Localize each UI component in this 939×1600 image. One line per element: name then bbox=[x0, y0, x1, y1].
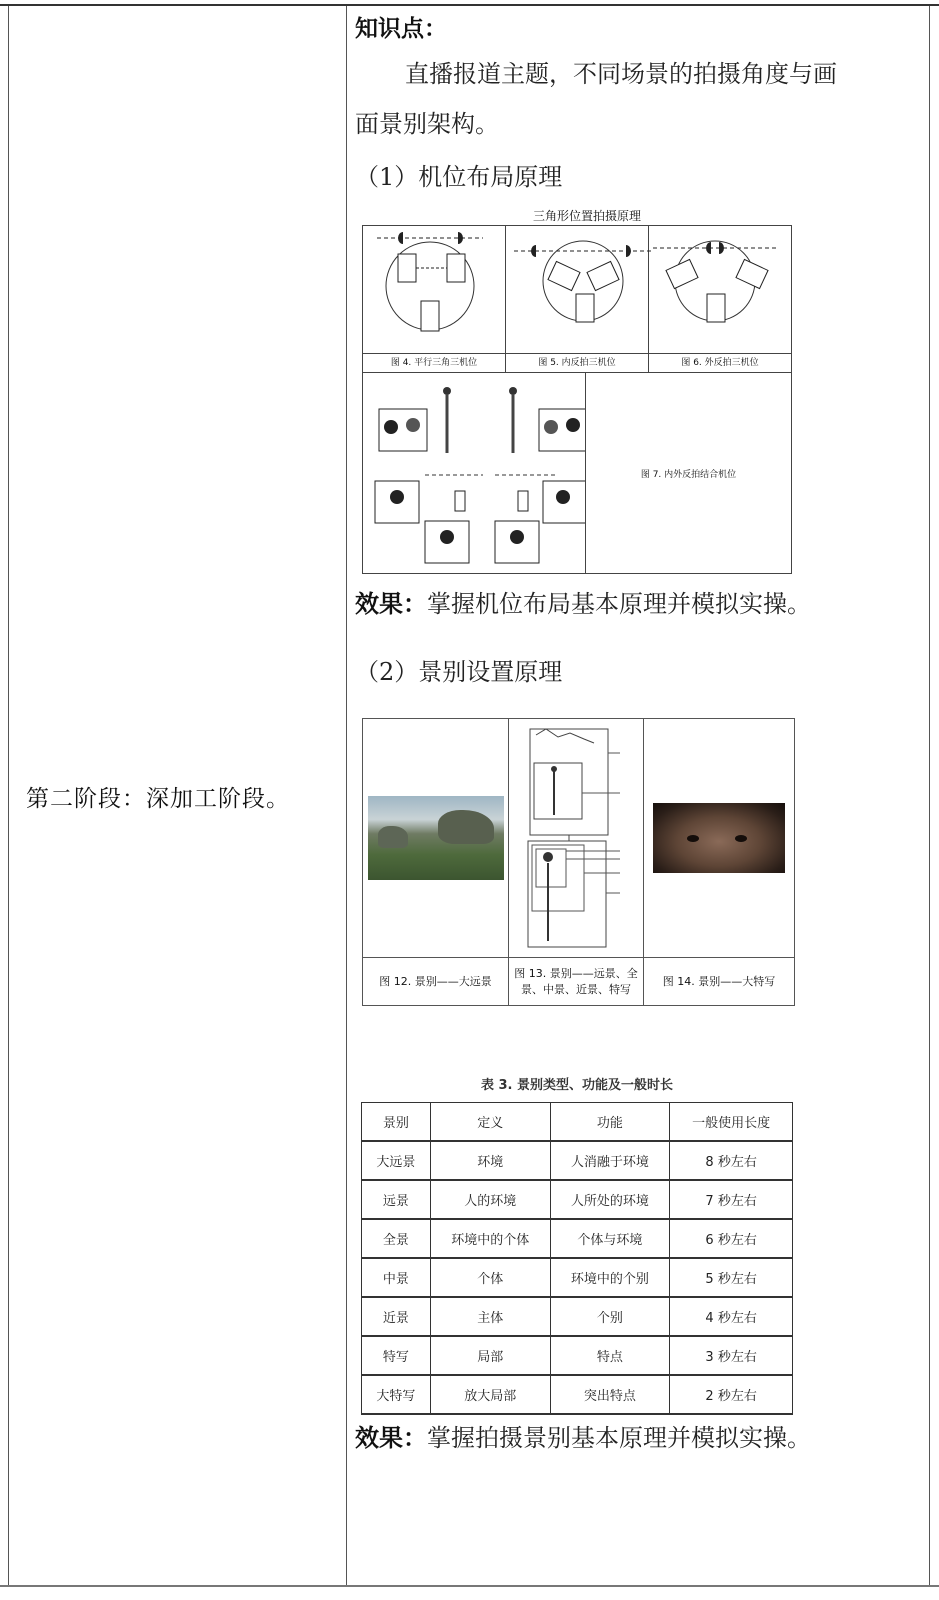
combined-reverse-diagram bbox=[363, 373, 586, 573]
table-cell: 大特写 bbox=[362, 1375, 431, 1414]
table-cell: 环境 bbox=[430, 1141, 550, 1180]
figure-title: 三角形位置拍摄原理 bbox=[532, 209, 641, 223]
intro-line-2: 面景别架构。 bbox=[355, 110, 499, 138]
header-cell: 定义 bbox=[430, 1103, 550, 1142]
camera-diagram-icon bbox=[649, 226, 779, 354]
caption-fig13: 图 13. 景别——远景、全景、中景、近景、特写 bbox=[509, 957, 643, 1005]
table-cell: 突出特点 bbox=[550, 1375, 670, 1414]
stage-label: 第二阶段：深加工阶段。 bbox=[26, 786, 290, 812]
section2-title: （2）景别设置原理 bbox=[355, 658, 563, 686]
caption-fig6: 图 6. 外反拍三机位 bbox=[649, 353, 791, 372]
table-row bbox=[362, 1297, 793, 1336]
table-cell: 8 秒左右 bbox=[670, 1141, 793, 1180]
landscape-image bbox=[368, 796, 504, 880]
table-cell: 中景 bbox=[362, 1258, 431, 1297]
camera-position-figure bbox=[362, 207, 792, 574]
table-row bbox=[362, 1336, 793, 1375]
extreme-close-up-panel bbox=[644, 719, 794, 1005]
caption-fig12: 图 12. 景别——大远景 bbox=[363, 957, 508, 1005]
camera-figures-illustration-icon bbox=[363, 373, 585, 573]
table-header-row bbox=[362, 1103, 793, 1142]
camera-diagram-icon bbox=[363, 226, 499, 354]
table-cell: 环境中的个别 bbox=[550, 1258, 670, 1297]
table-row bbox=[362, 1141, 793, 1180]
table-row bbox=[362, 1219, 793, 1258]
shot-framing-diagram-icon bbox=[516, 723, 636, 953]
diagram-parallel-triangle bbox=[363, 226, 506, 372]
table-cell: 4 秒左右 bbox=[670, 1297, 793, 1336]
shot-sizes-diagram-panel bbox=[509, 719, 644, 1005]
header-cell: 景别 bbox=[362, 1103, 431, 1142]
eyes-closeup-image bbox=[653, 803, 785, 873]
intro-line-1: 直播报道主题，不同场景的拍摄角度与画 bbox=[405, 60, 837, 88]
table-cell: 6 秒左右 bbox=[670, 1219, 793, 1258]
caption-fig4: 图 4. 平行三角三机位 bbox=[363, 353, 505, 372]
diagram-inner-reverse bbox=[506, 226, 649, 372]
effect-1 bbox=[355, 584, 811, 619]
shot-size-table bbox=[361, 1102, 793, 1415]
table-cell: 个别 bbox=[550, 1297, 670, 1336]
table-cell: 远景 bbox=[362, 1180, 431, 1219]
effect-text: 掌握拍摄景别基本原理并模拟实操。 bbox=[427, 1424, 811, 1452]
table-cell: 全景 bbox=[362, 1219, 431, 1258]
effect-text: 掌握机位布局基本原理并模拟实操。 bbox=[427, 590, 811, 618]
effect-2 bbox=[355, 1418, 811, 1453]
table-cell: 2 秒左右 bbox=[670, 1375, 793, 1414]
table-cell: 环境中的个体 bbox=[430, 1219, 550, 1258]
table-cell: 人的环境 bbox=[430, 1180, 550, 1219]
table-cell: 个体与环境 bbox=[550, 1219, 670, 1258]
table-cell: 特点 bbox=[550, 1336, 670, 1375]
header-cell: 功能 bbox=[550, 1103, 670, 1142]
table-cell: 局部 bbox=[430, 1336, 550, 1375]
diagram-outer-reverse bbox=[649, 226, 791, 372]
section1-title: （1）机位布局原理 bbox=[355, 163, 563, 191]
table-cell: 3 秒左右 bbox=[670, 1336, 793, 1375]
table-cell: 主体 bbox=[430, 1297, 550, 1336]
table-row bbox=[362, 1258, 793, 1297]
effect-label: 效果： bbox=[355, 590, 427, 618]
caption-fig14: 图 14. 景别——大特写 bbox=[644, 957, 794, 1005]
bottom-border bbox=[0, 1585, 939, 1587]
table-cell: 放大局部 bbox=[430, 1375, 550, 1414]
camera-diagram-icon bbox=[506, 226, 656, 354]
table-cell: 大远景 bbox=[362, 1141, 431, 1180]
caption-fig5: 图 5. 内反拍三机位 bbox=[506, 353, 648, 372]
table-cell: 人所处的环境 bbox=[550, 1180, 670, 1219]
table-cell: 人消融于环境 bbox=[550, 1141, 670, 1180]
table-cell: 5 秒左右 bbox=[670, 1258, 793, 1297]
table-cell: 7 秒左右 bbox=[670, 1180, 793, 1219]
shot-size-figure bbox=[362, 718, 795, 1006]
caption-fig7: 图 7. 内外反拍结合机位 bbox=[640, 469, 737, 480]
table-cell: 个体 bbox=[430, 1258, 550, 1297]
table-cell: 近景 bbox=[362, 1297, 431, 1336]
table-cell: 特写 bbox=[362, 1336, 431, 1375]
extreme-long-shot-panel bbox=[363, 719, 509, 1005]
knowledge-heading: 知识点： bbox=[355, 16, 447, 42]
table-row bbox=[362, 1180, 793, 1219]
table-title: 表 3. 景别类型、功能及一般时长 bbox=[480, 1078, 674, 1093]
table-row bbox=[362, 1375, 793, 1414]
column-divider bbox=[346, 6, 347, 1586]
header-cell: 一般使用长度 bbox=[670, 1103, 793, 1142]
effect-label: 效果： bbox=[355, 1424, 427, 1452]
